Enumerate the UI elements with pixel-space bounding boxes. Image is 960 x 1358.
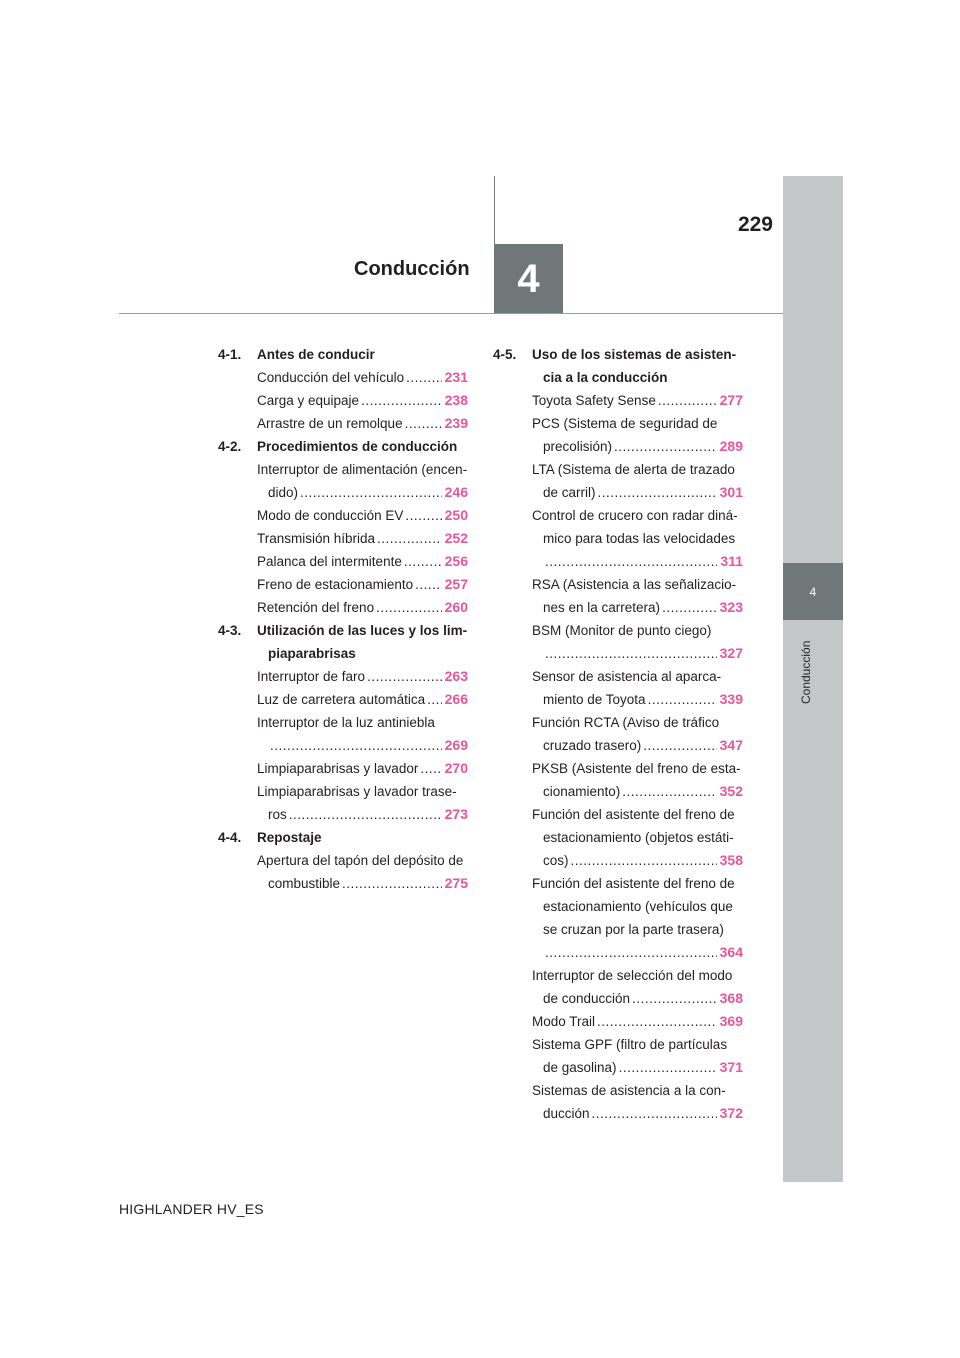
entry-title-line: mico para todas las velocidades [543, 531, 736, 546]
section-title-line: cia a la conducción [543, 370, 668, 385]
entry-page-link[interactable]: 270 [444, 760, 468, 776]
entry-title-line: Sensor de asistencia al aparca- [532, 669, 722, 684]
toc-section-4-3[interactable] [218, 619, 468, 665]
toc-entry[interactable] [218, 849, 468, 895]
entry-title: de carril) [543, 485, 596, 500]
entry-title-line: PCS (Sistema de seguridad de [532, 416, 718, 431]
section-title-line: Uso de los sistemas de asisten- [532, 347, 737, 362]
toc-entry[interactable] [493, 711, 743, 757]
footer-model-name: HIGHLANDER HV_ES [119, 1201, 264, 1217]
entry-page-link[interactable]: 323 [719, 599, 743, 615]
toc-section-4-4[interactable] [218, 826, 468, 849]
entry-page-link[interactable]: 239 [444, 415, 468, 431]
entry-title-line: estacionamiento (objetos estáti- [543, 830, 734, 845]
entry-page-link[interactable]: 352 [719, 783, 743, 799]
section-title-line: Utilización de las luces y los lim- [257, 623, 468, 638]
toc-entry[interactable] [218, 596, 468, 619]
entry-page-link[interactable]: 368 [719, 990, 743, 1006]
toc-entry[interactable] [493, 458, 743, 504]
entry-page-link[interactable]: 266 [444, 691, 468, 707]
entry-title: Palanca del intermitente [257, 554, 402, 569]
chapter-number-box: 4 [494, 244, 563, 314]
entry-page-link[interactable]: 311 [720, 553, 743, 569]
toc-entry[interactable] [218, 389, 468, 412]
entry-title-line: Interruptor de la luz antiniebla [257, 715, 435, 730]
toc-entry[interactable] [218, 711, 468, 757]
entry-page-link[interactable]: 269 [444, 737, 468, 753]
entry-page-link[interactable]: 256 [444, 553, 468, 569]
section-title: Procedimientos de conducción [257, 439, 458, 454]
section-number: 4-5. [493, 347, 517, 362]
toc-left-column [218, 343, 468, 895]
entry-page-link[interactable]: 358 [719, 852, 743, 868]
entry-page-link[interactable]: 347 [719, 737, 743, 753]
entry-title: miento de Toyota [543, 692, 646, 707]
toc-entry[interactable] [493, 872, 743, 964]
entry-title: Transmisión híbrida [257, 531, 376, 546]
section-title-line: piaparabrisas [268, 646, 356, 661]
toc-entry[interactable] [218, 527, 468, 550]
entry-page-link[interactable]: 231 [444, 369, 468, 385]
entry-title-line: Función del asistente del freno de [532, 876, 735, 891]
entry-title: dido) [268, 485, 299, 500]
toc-entry[interactable] [218, 504, 468, 527]
chapter-title: Conducción [354, 258, 470, 280]
section-title: Antes de conducir [257, 347, 375, 362]
toc-entry[interactable] [493, 412, 743, 458]
entry-page-link[interactable]: 250 [444, 507, 468, 523]
entry-title: Freno de estacionamiento [257, 577, 414, 592]
entry-title-line: Sistemas de asistencia a la con- [532, 1083, 726, 1098]
entry-title: Modo de conducción EV [257, 508, 404, 523]
entry-title-line: Control de crucero con radar diná- [532, 508, 738, 523]
toc-entry[interactable] [218, 665, 468, 688]
entry-title: cruzado trasero) [543, 738, 642, 753]
entry-page-link[interactable]: 327 [719, 645, 743, 661]
entry-title: Conducción del vehículo [257, 370, 405, 385]
toc-section-4-1[interactable] [218, 343, 468, 366]
toc-entry[interactable] [493, 1010, 743, 1033]
toc-entry[interactable] [218, 550, 468, 573]
toc-entry[interactable] [493, 1079, 743, 1125]
section-number: 4-4. [218, 830, 242, 845]
section-title: Repostaje [257, 830, 322, 845]
toc-entry[interactable] [493, 1033, 743, 1079]
side-chapter-tab[interactable]: 4 [783, 563, 843, 620]
entry-title-line: LTA (Sistema de alerta de trazado [532, 462, 735, 477]
entry-title: Toyota Safety Sense [532, 393, 656, 408]
entry-page-link[interactable]: 260 [444, 599, 468, 615]
toc-section-4-5[interactable] [493, 343, 743, 389]
entry-page-link[interactable]: 257 [444, 576, 468, 592]
entry-title-line: RSA (Asistencia a las señalizacio- [532, 577, 737, 592]
section-title [257, 619, 468, 665]
entry-page-link[interactable]: 301 [719, 484, 743, 500]
entry-title: combustible [268, 876, 341, 891]
entry-page-link[interactable]: 273 [444, 806, 468, 822]
entry-page-link[interactable]: 364 [719, 944, 743, 960]
section-title [532, 343, 743, 389]
entry-page-link[interactable]: 339 [719, 691, 743, 707]
toc-entry[interactable] [218, 458, 468, 504]
entry-title-line: estacionamiento (vehículos que [543, 899, 733, 914]
entry-title-line: Interruptor de alimentación (encen- [257, 462, 468, 477]
entry-title-line: Limpiaparabrisas y lavador trase- [257, 784, 457, 799]
entry-title: Carga y equipaje [257, 393, 360, 408]
entry-title: de gasolina) [543, 1060, 617, 1075]
entry-page-link[interactable]: 263 [444, 668, 468, 684]
entry-title-line: se cruzan por la parte trasera) [543, 922, 724, 937]
entry-title: de conducción [543, 991, 631, 1006]
entry-page-link[interactable]: 289 [719, 438, 743, 454]
entry-page-link[interactable]: 238 [444, 392, 468, 408]
entry-page-link[interactable]: 252 [444, 530, 468, 546]
toc-entry[interactable] [493, 964, 743, 1010]
entry-title: Modo Trail [532, 1014, 596, 1029]
entry-title-line: Sistema GPF (filtro de partículas [532, 1037, 728, 1052]
toc-entry[interactable] [218, 780, 468, 826]
toc-section-4-2[interactable] [218, 435, 468, 458]
section-number: 4-2. [218, 439, 242, 454]
entry-page-link[interactable]: 277 [719, 392, 743, 408]
toc-right-column [493, 343, 743, 1125]
entry-title: Arrastre de un remolque [257, 416, 403, 431]
entry-page-link[interactable]: 275 [444, 875, 468, 891]
section-number: 4-3. [218, 623, 242, 638]
section-number: 4-1. [218, 347, 242, 362]
entry-page-link[interactable]: 371 [719, 1059, 743, 1075]
toc-entry[interactable] [218, 757, 468, 780]
entry-title-line: Interruptor de selección del modo [532, 968, 733, 983]
entry-title: ros [268, 807, 287, 822]
toc-entry[interactable] [218, 573, 468, 596]
entry-page-link[interactable]: 372 [719, 1105, 743, 1121]
toc-entry[interactable] [493, 665, 743, 711]
side-thumb-strip [783, 176, 843, 1182]
side-chapter-label: Conducción [799, 640, 813, 704]
toc-entry[interactable] [493, 504, 743, 573]
entry-page-link[interactable]: 369 [719, 1013, 743, 1029]
entry-title: ducción [543, 1106, 590, 1121]
header-rule [119, 313, 783, 314]
toc-entry[interactable] [493, 619, 743, 665]
entry-title-line: PKSB (Asistente del freno de esta- [532, 761, 741, 776]
toc-entry[interactable] [493, 757, 743, 803]
entry-title: nes en la carretera) [543, 600, 661, 615]
toc-entry[interactable] [218, 412, 468, 435]
entry-title: Interruptor de faro [257, 669, 366, 684]
page-number: 229 [737, 213, 773, 236]
entry-title: cos) [543, 853, 569, 868]
entry-title: Limpiaparabrisas y lavador [257, 761, 419, 776]
toc-entry[interactable] [493, 803, 743, 872]
toc-entry[interactable] [218, 366, 468, 389]
entry-title-line: BSM (Monitor de punto ciego) [532, 623, 712, 638]
toc-entry[interactable] [218, 688, 468, 711]
entry-title: Luz de carretera automática [257, 692, 426, 707]
toc-entry[interactable] [493, 573, 743, 619]
entry-title: cionamiento) [543, 784, 621, 799]
entry-page-link[interactable]: 246 [444, 484, 468, 500]
entry-title-line: Función del asistente del freno de [532, 807, 735, 822]
toc-entry[interactable] [493, 389, 743, 412]
entry-title: precolisión) [543, 439, 613, 454]
entry-title: Retención del freno [257, 600, 375, 615]
entry-title-line: Apertura del tapón del depósito de [257, 853, 464, 868]
entry-title-line: Función RCTA (Aviso de tráfico [532, 715, 720, 730]
